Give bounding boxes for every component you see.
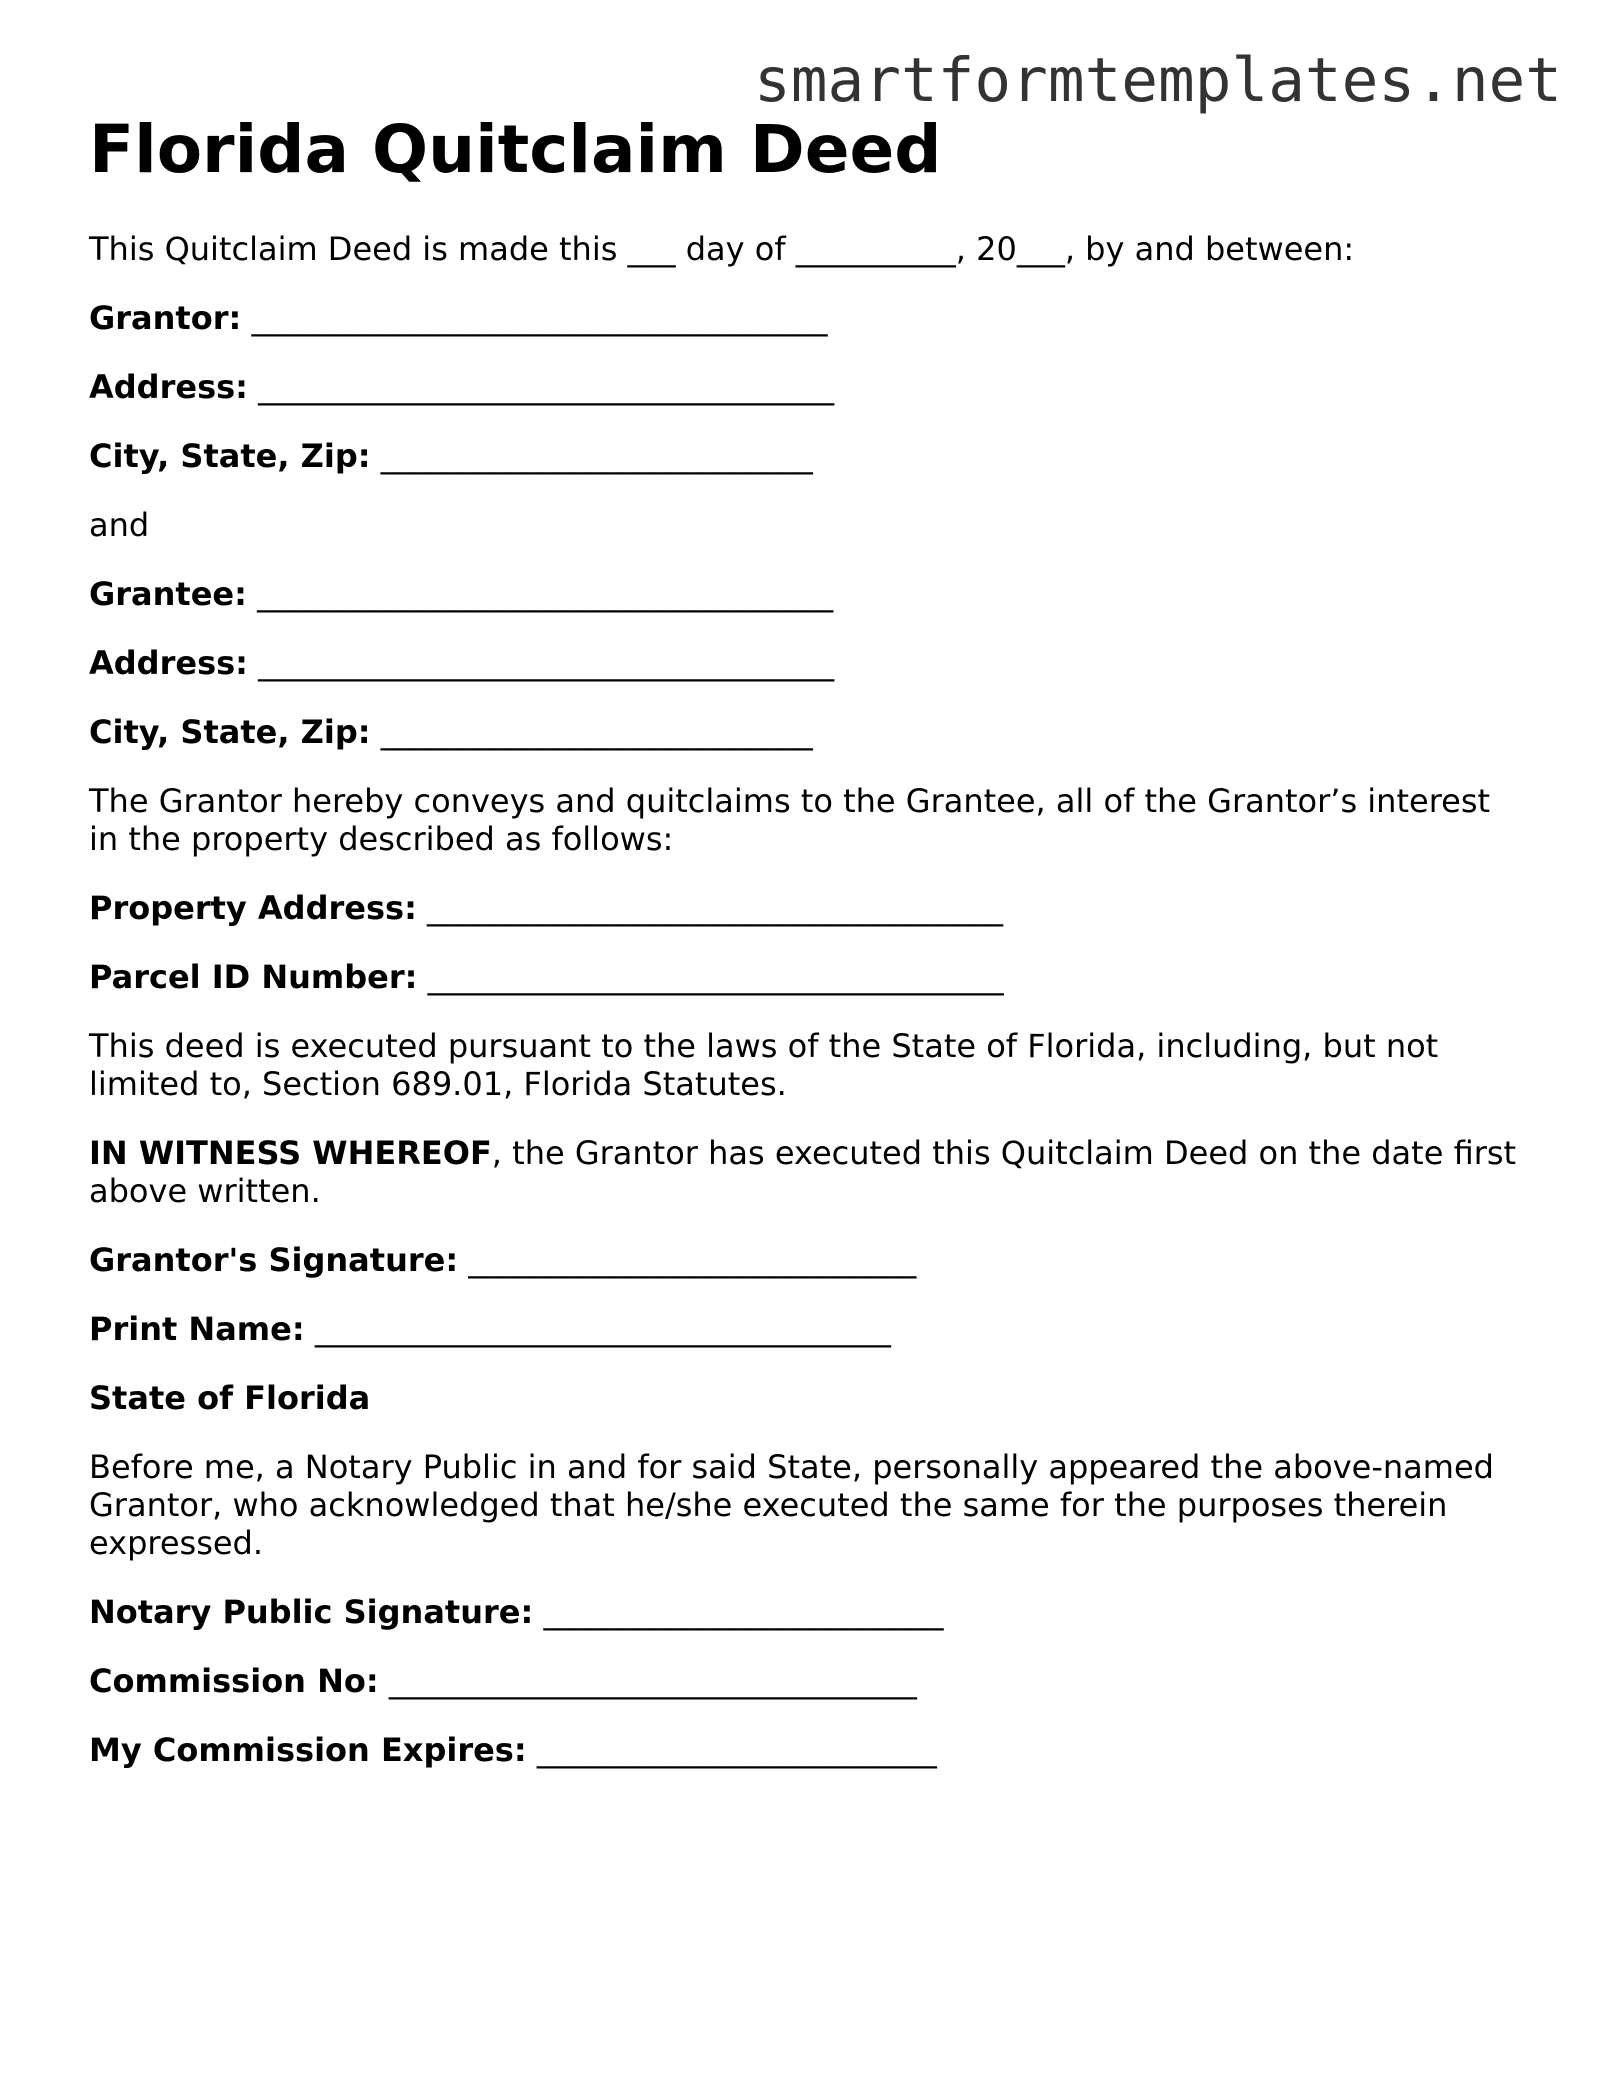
grantor-field: [89, 299, 1529, 337]
grantee-address-blank[interactable]: ____________________________________: [258, 644, 835, 682]
grantee-blank[interactable]: ____________________________________: [257, 575, 834, 613]
notary-signature-label: Notary Public Signature:: [89, 1593, 534, 1631]
grantor-address-label: Address:: [89, 368, 248, 406]
property-address-blank[interactable]: ____________________________________: [427, 889, 1004, 927]
grantee-label: Grantee:: [89, 575, 247, 613]
parcel-id-field: [89, 958, 1529, 996]
commission-expires-field: [89, 1731, 1529, 1769]
grantee-city-blank[interactable]: ___________________________: [380, 713, 813, 751]
grantee-city-field: [89, 713, 1529, 751]
grantor-city-blank[interactable]: ___________________________: [380, 437, 813, 475]
print-name-field: [89, 1310, 1529, 1348]
acknowledgment-paragraph: Before me, a Notary Public in and for said State, personally appeared the above-named Grantor, who acknowledged that he/she executed the same for the purposes therein expressed.: [89, 1448, 1494, 1562]
watermark: smartformtemplates.net: [754, 45, 1562, 116]
and-text: and: [89, 506, 150, 544]
commission-no-label: Commission No:: [89, 1662, 379, 1700]
notary-signature-field: [89, 1593, 1529, 1631]
grantee-field: [89, 575, 1529, 613]
document-body: [89, 110, 1529, 1800]
property-address-label: Property Address:: [89, 889, 417, 927]
property-address-field: [89, 889, 1529, 927]
laws-paragraph: This deed is executed pursuant to the laws of the State of Florida, including, but not limited to, Section 689.01, Florida Statutes.: [89, 1027, 1439, 1103]
grantor-address-blank[interactable]: ____________________________________: [258, 368, 835, 406]
commission-no-field: [89, 1662, 1529, 1700]
witness-rest: , the Grantor has executed this Quitclaim Deed on the date first above written.: [89, 1134, 1517, 1210]
grantee-address-label: Address:: [89, 644, 248, 682]
grantor-signature-field: [89, 1241, 1529, 1279]
intro-paragraph: This Quitclaim Deed is made this ___ day of __________, 20___, by and between:: [89, 230, 1355, 268]
commission-expires-blank[interactable]: _________________________: [536, 1731, 937, 1769]
grantor-signature-blank[interactable]: ____________________________: [468, 1241, 917, 1279]
state-heading: State of Florida: [89, 1379, 371, 1417]
witness-paragraph: [89, 1134, 1529, 1210]
parcel-id-label: Parcel ID Number:: [89, 958, 418, 996]
notary-signature-blank[interactable]: _________________________: [543, 1593, 944, 1631]
print-name-label: Print Name:: [89, 1310, 305, 1348]
print-name-blank[interactable]: ____________________________________: [314, 1310, 891, 1348]
parcel-id-blank[interactable]: ____________________________________: [427, 958, 1004, 996]
grantor-blank[interactable]: ____________________________________: [251, 299, 828, 337]
grantee-address-field: [89, 644, 1529, 682]
witness-bold: IN WITNESS WHEREOF: [89, 1134, 492, 1172]
page-title: Florida Quitclaim Deed: [89, 111, 942, 188]
grantee-city-label: City, State, Zip:: [89, 713, 371, 751]
grantor-label: Grantor:: [89, 299, 242, 337]
grantor-address-field: [89, 368, 1529, 406]
commission-expires-label: My Commission Expires:: [89, 1731, 527, 1769]
grantor-city-label: City, State, Zip:: [89, 437, 371, 475]
conveyance-paragraph: The Grantor hereby conveys and quitclaims to the Grantee, all of the Grantor’s interest in the property described as follows:: [89, 782, 1491, 858]
grantor-city-field: [89, 437, 1529, 475]
grantor-signature-label: Grantor's Signature:: [89, 1241, 459, 1279]
commission-no-blank[interactable]: _________________________________: [388, 1662, 917, 1700]
